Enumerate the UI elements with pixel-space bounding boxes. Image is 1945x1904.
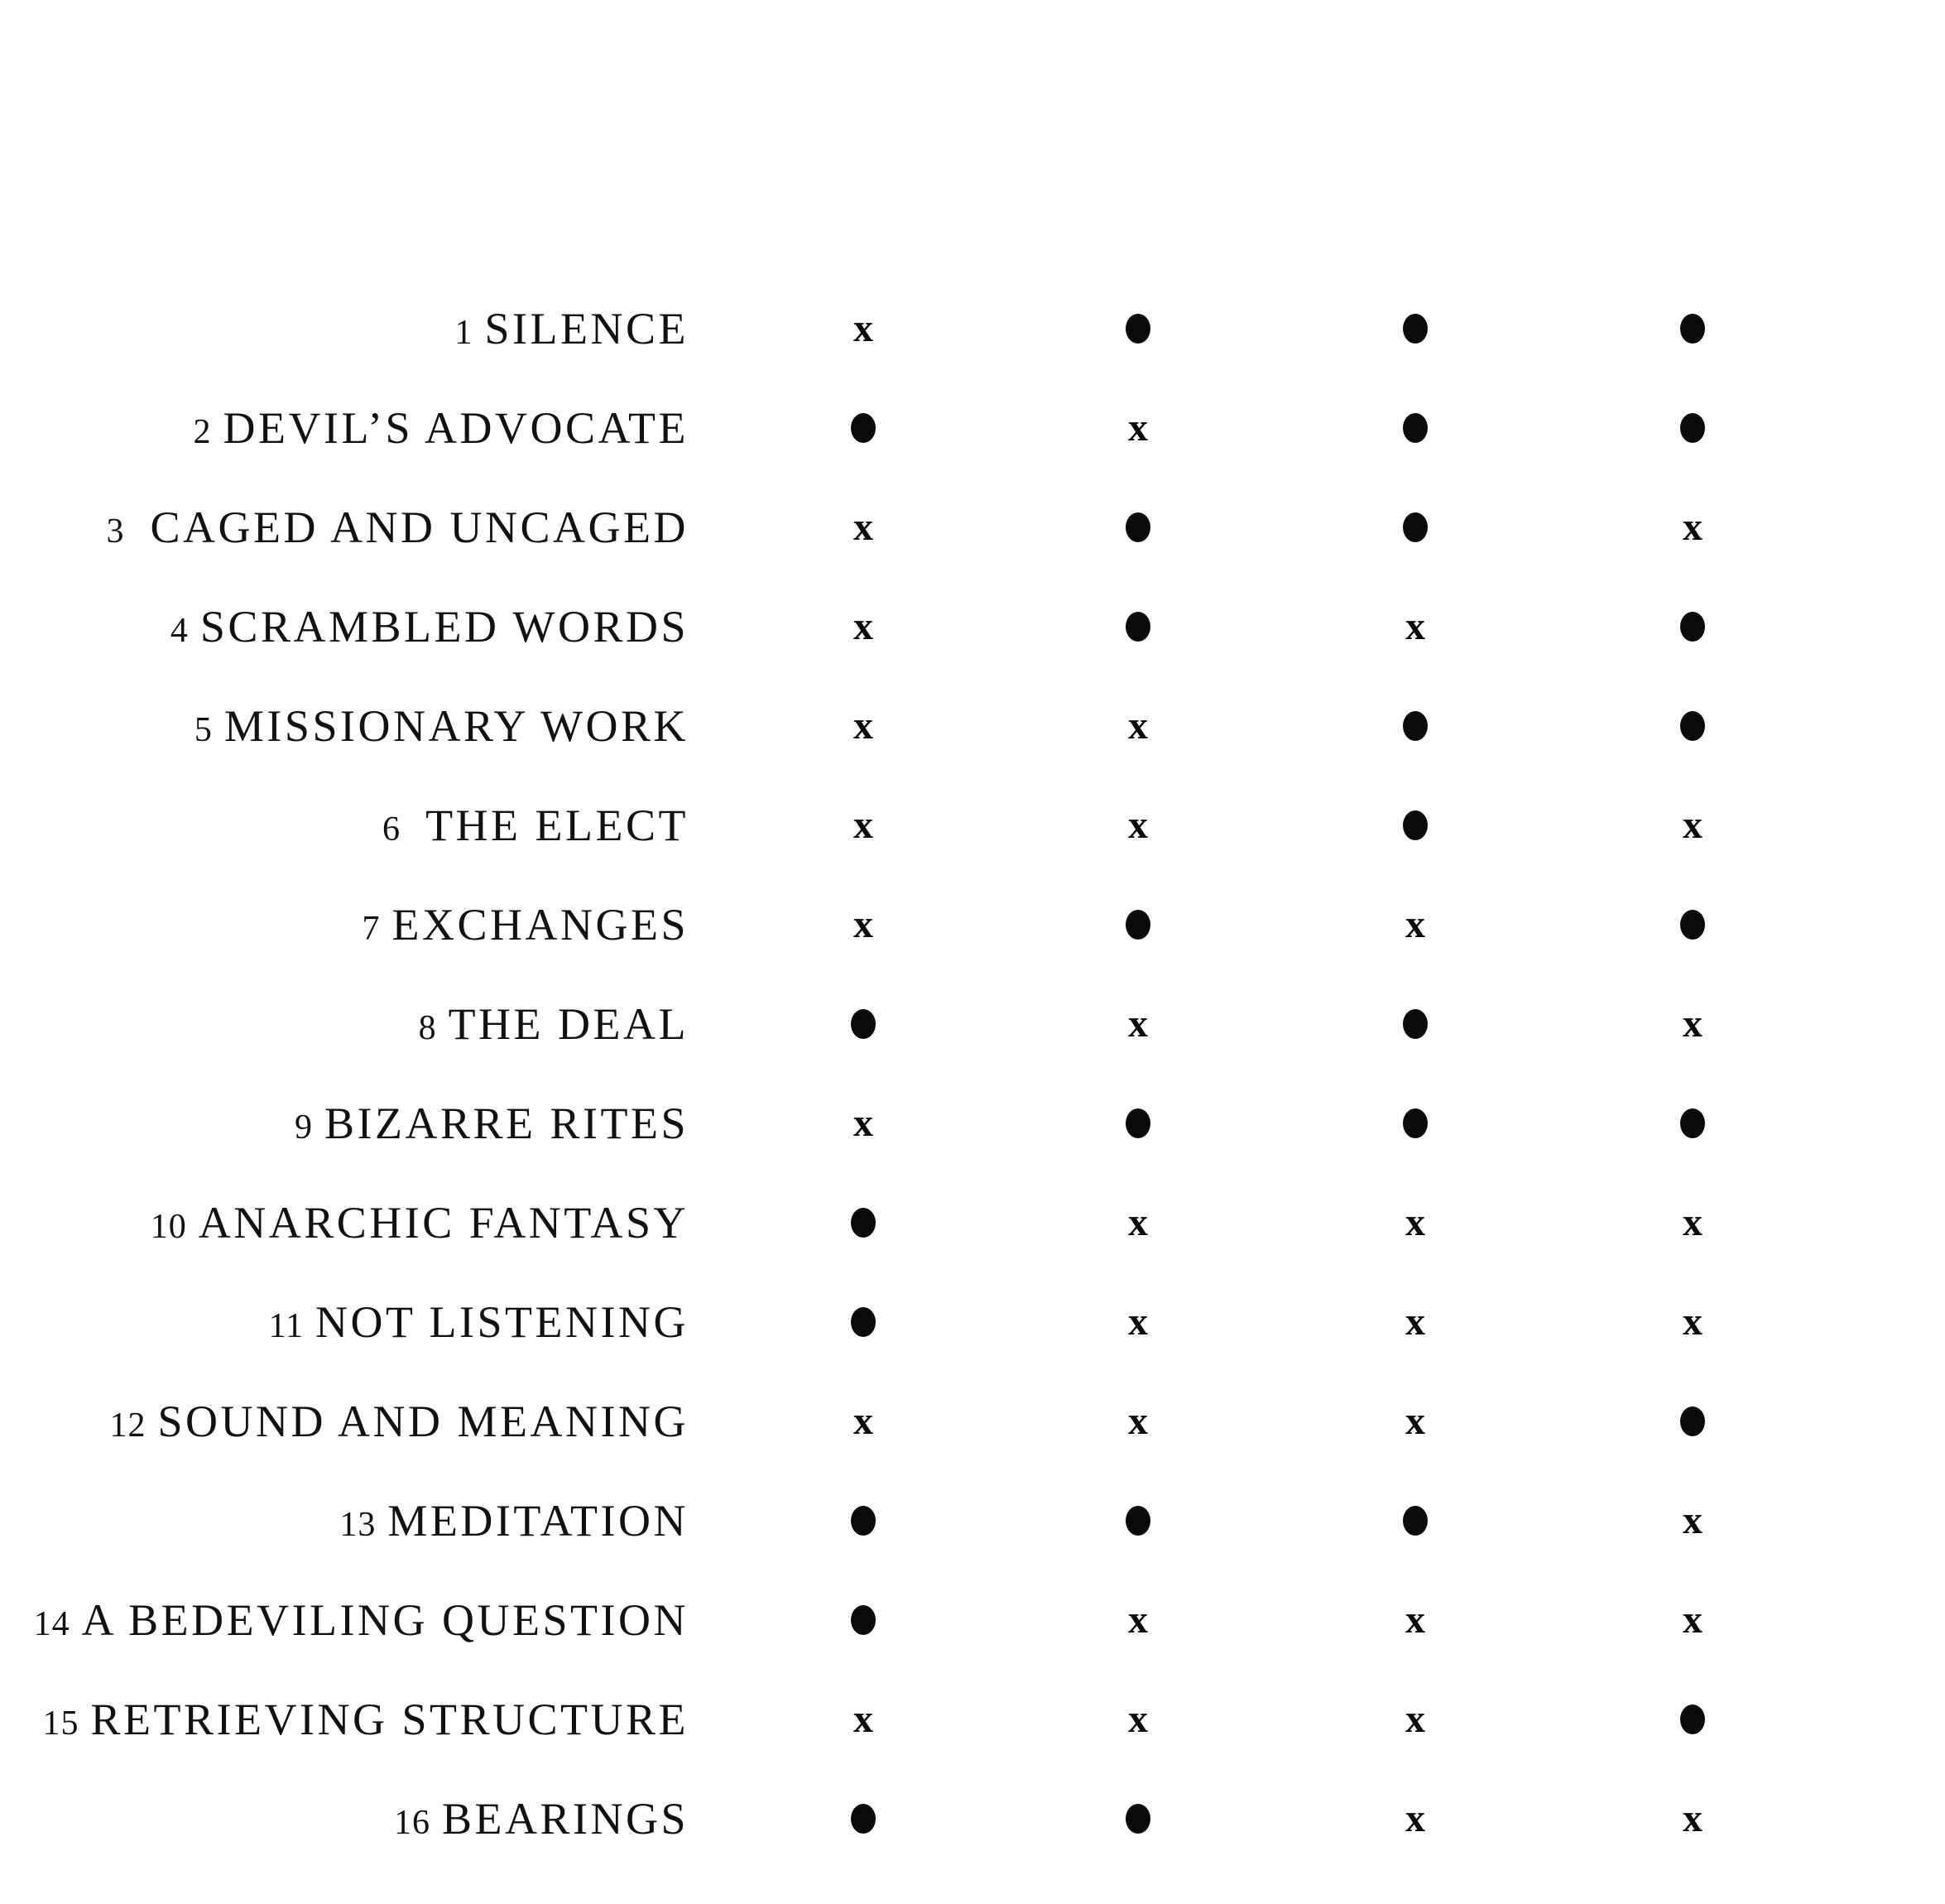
matrix-cell [1382,1005,1448,1043]
cross-x-icon: x [1128,1002,1148,1046]
cross-x-icon: x [1128,1200,1148,1244]
row-title: EXCHANGES [391,900,689,950]
matrix-cell [1105,1502,1171,1540]
matrix-cell [1659,608,1726,646]
matrix-cell [830,1005,896,1043]
matrix-cell [1382,1399,1448,1443]
table-row [0,1570,1945,1670]
matrix-cell [1382,1104,1448,1142]
filled-dot-icon [1126,1108,1150,1138]
cross-x-icon: x [853,604,873,648]
cross-x-icon: x [1405,604,1425,648]
filled-dot-icon [851,1009,876,1039]
matrix-cell [1105,704,1171,748]
cross-x-icon: x [1128,1697,1148,1741]
table-row [0,676,1945,776]
cross-x-icon: x [853,1697,873,1741]
row-label [0,403,689,453]
filled-dot-icon [1680,314,1705,344]
row-label [0,1297,689,1347]
matrix-cell [830,1697,896,1741]
row-title: SILENCE [484,304,689,353]
matrix-cell [830,1601,896,1639]
matrix-cell [1105,406,1171,450]
matrix-cell [1105,1300,1171,1344]
row-label [0,803,689,848]
matrix-cell [1382,409,1448,447]
matrix-cell [1659,1498,1726,1542]
matrix-cell [1105,1104,1171,1142]
cross-x-icon: x [853,1101,873,1145]
row-title: NOT LISTENING [315,1297,689,1347]
matrix-cell [1382,806,1448,844]
filled-dot-icon [1126,512,1150,542]
row-number: 9 [294,1108,313,1147]
table-row [0,378,1945,478]
cross-x-icon: x [853,902,873,946]
filled-dot-icon [1126,910,1150,940]
matrix-cell [1659,1002,1726,1046]
row-title: RETRIEVING STRUCTURE [90,1695,689,1744]
table-row [0,1173,1945,1272]
matrix-cell [1105,1598,1171,1642]
matrix-cell [830,409,896,447]
table-row [0,1272,1945,1372]
cross-x-icon: x [1128,803,1148,847]
cross-x-icon: x [1405,1200,1425,1244]
row-label [0,999,689,1049]
filled-dot-icon [1680,413,1705,443]
cross-x-icon: x [1128,1598,1148,1642]
row-title: DEVIL’S ADVOCATE [223,403,689,453]
matrix-cell [1382,1598,1448,1642]
matrix-cell [1382,1796,1448,1840]
row-number: 3 [106,512,125,551]
row-number: 12 [109,1406,146,1445]
filled-dot-icon [1403,314,1428,344]
matrix-cell [830,803,896,847]
cross-x-icon: x [1128,1300,1148,1344]
row-number: 10 [150,1208,187,1246]
table-row [0,279,1945,378]
row-label [0,1198,689,1248]
filled-dot-icon [1403,413,1428,443]
matrix-cell [830,1399,896,1443]
row-number: 7 [362,910,381,948]
matrix-cell [1382,1300,1448,1344]
matrix-cell [1659,310,1726,348]
matrix-cell [1659,409,1726,447]
filled-dot-icon [1680,1406,1705,1436]
filled-dot-icon [1680,612,1705,642]
filled-dot-icon [1403,1108,1428,1138]
matrix-cell [1105,1399,1171,1443]
row-title: MISSIONARY WORK [223,701,689,751]
filled-dot-icon [851,1307,876,1337]
matrix-cell [1659,1104,1726,1142]
filled-dot-icon [851,1804,876,1834]
filled-dot-icon [1403,1506,1428,1536]
row-title: THE DEAL [448,999,689,1049]
matrix-cell [1659,1700,1726,1738]
cross-x-icon: x [853,306,873,350]
matrix-cell [1382,1502,1448,1540]
cross-x-icon: x [1683,505,1702,549]
row-number: 8 [418,1009,437,1047]
matrix-cell [1659,803,1726,847]
filled-dot-icon [1403,810,1428,840]
filled-dot-icon [1680,910,1705,940]
filled-dot-icon [851,1208,876,1238]
matrix-cell [1382,310,1448,348]
row-title: A BEDEVILING QUESTION [81,1595,689,1645]
row-title: MEDITATION [387,1496,689,1546]
row-label [0,701,689,751]
matrix-cell [1105,310,1171,348]
matrix-cell [1659,1300,1726,1344]
cross-x-icon: x [1128,1399,1148,1443]
cross-x-icon: x [1405,1598,1425,1642]
matrix-cell [1659,906,1726,944]
row-label [0,1697,689,1742]
cross-x-icon: x [853,1399,873,1443]
matrix-cell [1659,707,1726,745]
row-number: 11 [268,1307,305,1345]
cross-x-icon: x [1128,406,1148,450]
table-row [0,776,1945,875]
filled-dot-icon [1126,1804,1150,1834]
cross-x-icon: x [853,505,873,549]
matrix-cell [830,704,896,748]
matrix-cell [830,902,896,946]
matrix-cell [1105,1200,1171,1244]
matrix-cell [830,1303,896,1341]
cross-x-icon: x [1405,1697,1425,1741]
matrix-cell [830,306,896,350]
row-label [0,1794,689,1844]
table-row [0,577,1945,676]
row-label [0,604,689,649]
matrix-cell [1659,1200,1726,1244]
cross-x-icon: x [1683,1200,1702,1244]
matrix-cell [1382,902,1448,946]
table-row [0,1372,1945,1471]
filled-dot-icon [1680,1108,1705,1138]
matrix-cell [1382,508,1448,546]
matrix-cell [1105,803,1171,847]
row-number: 2 [193,413,212,451]
filled-dot-icon [851,413,876,443]
matrix-cell [1382,604,1448,648]
cross-x-icon: x [1683,1796,1702,1840]
filled-dot-icon [1403,711,1428,741]
row-title: CAGED AND UNCAGED [136,502,689,552]
table-row [0,875,1945,974]
row-label [0,502,689,552]
filled-dot-icon [1680,711,1705,741]
row-number: 5 [194,711,213,749]
cross-x-icon: x [1128,704,1148,748]
row-label [0,1399,689,1444]
matrix-cell [1105,1002,1171,1046]
row-title: BEARINGS [441,1794,689,1844]
column-header-row [0,0,1945,215]
matrix-cell [1105,1800,1171,1838]
row-label [0,306,689,351]
matrix-cell [1382,707,1448,745]
matrix-cell [1105,906,1171,944]
filled-dot-icon [851,1506,876,1536]
cross-x-icon: x [1683,1300,1702,1344]
matrix-cell [830,1204,896,1242]
filled-dot-icon [1126,1506,1150,1536]
row-number: 16 [393,1804,430,1842]
row-label [0,1101,689,1146]
row-number: 6 [382,810,401,849]
filled-dot-icon [1403,1009,1428,1039]
table-row [0,1074,1945,1173]
cross-x-icon: x [1405,1300,1425,1344]
row-title: SCRAMBLED WORDS [199,602,689,651]
table-row [0,1670,1945,1769]
row-label [0,900,689,950]
matrix-cell [1659,1796,1726,1840]
matrix-cell [1105,1697,1171,1741]
matrix-cell [1105,508,1171,546]
cross-x-icon: x [1405,902,1425,946]
matrix-cell [830,1502,896,1540]
matrix-cell [830,604,896,648]
filled-dot-icon [1126,314,1150,344]
matrix-cell [830,505,896,549]
filled-dot-icon [1680,1704,1705,1734]
matrix-cell [1659,1598,1726,1642]
filled-dot-icon [1126,612,1150,642]
matrix-cell [1659,1402,1726,1440]
table-row [0,1769,1945,1868]
row-title: ANARCHIC FANTASY [198,1198,689,1248]
table-row [0,1471,1945,1570]
row-number: 4 [170,612,189,650]
matrix-cell [1382,1200,1448,1244]
matrix-cell [830,1101,896,1145]
row-title: THE ELECT [412,801,689,850]
cross-x-icon: x [1405,1399,1425,1443]
matrix-cell [830,1800,896,1838]
cross-x-icon: x [1683,1002,1702,1046]
row-number: 1 [454,314,473,352]
row-label [0,1595,689,1645]
table-row [0,478,1945,577]
cross-x-icon: x [1405,1796,1425,1840]
cross-x-icon: x [1683,803,1702,847]
row-label [0,1496,689,1546]
cross-x-icon: x [853,704,873,748]
row-number: 13 [339,1506,377,1544]
matrix-cell [1382,1697,1448,1741]
row-title: BIZARRE RITES [324,1099,689,1148]
matrix-cell [1105,608,1171,646]
cross-x-icon: x [853,803,873,847]
table-row [0,974,1945,1074]
row-title: SOUND AND MEANING [157,1397,689,1446]
filled-dot-icon [851,1605,876,1635]
cross-x-icon: x [1683,1498,1702,1542]
row-number: 15 [42,1704,79,1743]
matrix-cell [1659,505,1726,549]
cross-x-icon: x [1683,1598,1702,1642]
row-number: 14 [33,1605,70,1643]
filled-dot-icon [1403,512,1428,542]
